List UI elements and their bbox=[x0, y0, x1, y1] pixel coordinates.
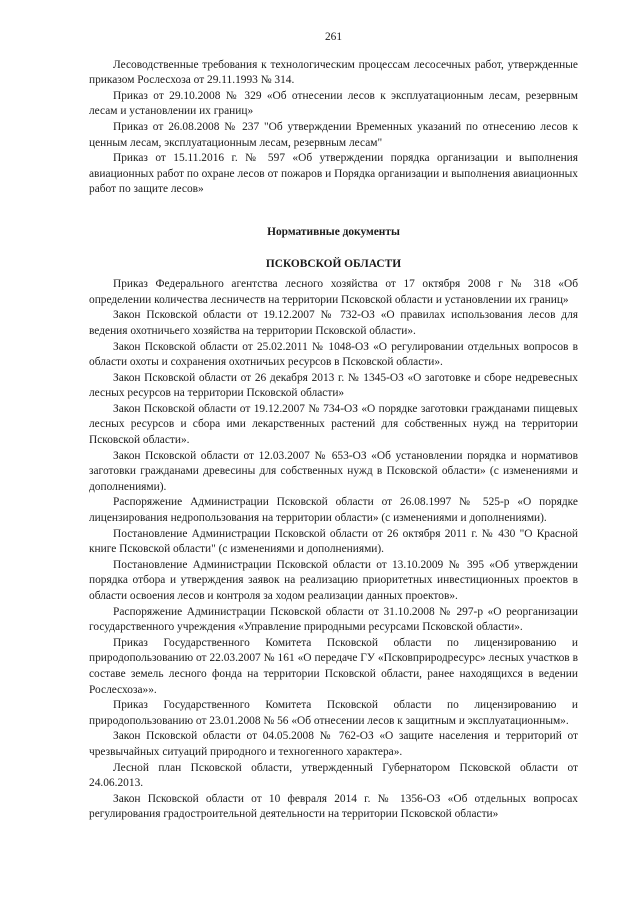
paragraph: Лесной план Псковской области, утвержденный Губернатором Псковской области от 24.06.2013. bbox=[89, 761, 578, 790]
paragraph: Приказ Государственного Комитета Псковской области по лицензированию и природопользованию от 22.03.2007 № 161 «О передаче ГУ «Псковприродресурс» лесных участков в составе земель лесного фонда на территории Псковской области, ранее находящихся в ведении Рослесхоза»». bbox=[89, 636, 578, 696]
paragraph: Закон Псковской области от 10 февраля 2014 г. № 1356-ОЗ «Об отдельных вопросах регулирования градостроительной деятельности на территории Псковской области» bbox=[89, 792, 578, 821]
paragraph: Закон Псковской области от 26 декабря 2013 г. № 1345-ОЗ «О заготовке и сборе недревесных лесных ресурсов на территории Псковской области» bbox=[89, 371, 578, 400]
paragraph: Приказ от 29.10.2008 № 329 «Об отнесении лесов к эксплуатационным лесам, резервным лесам и установлении их границ» bbox=[89, 89, 578, 118]
paragraph: Закон Псковской области от 12.03.2007 № 653-ОЗ «Об установлении порядка и нормативов заготовки гражданами древесины для собственных нужд в Псковской области» (с изменениями и дополнениями). bbox=[89, 449, 578, 493]
paragraph: Постановление Администрации Псковской области от 13.10.2009 № 395 «Об утверждении порядка отбора и утверждения заявок на реализацию приоритетных инвестиционных проектов в области освоения лесов и контроля за ходом реализации данных проектов». bbox=[89, 558, 578, 602]
top-section bbox=[89, 58, 578, 198]
section-subheading: ПСКОВСКОЙ ОБЛАСТИ bbox=[265, 257, 402, 270]
section-heading: Нормативные документы bbox=[267, 225, 400, 238]
paragraph: Распоряжение Администрации Псковской области от 26.08.1997 № 525-р «О порядке лицензирования недропользования на территории области» (с изменениями и дополнениями). bbox=[89, 496, 578, 525]
region-documents-list bbox=[89, 277, 578, 823]
paragraph: Закон Псковской области от 19.12.2007 № 732-ОЗ «О правилах использования лесов для ведения охотничьего хозяйства на территории Псковской области». bbox=[89, 309, 578, 337]
paragraph: Приказ от 15.11.2016 г. № 597 «Об утверждении порядка организации и выполнения авиационных работ по охране лесов от пожаров и Порядка организации и выполнения авиационных работ по защите лесов» bbox=[89, 152, 578, 196]
paragraph: Закон Псковской области от 25.02.2011 № 1048-ОЗ «О регулировании отдельных вопросов в области охоты и сохранения охотничьих ресурсов в Псковской области». bbox=[89, 340, 578, 369]
paragraph: Постановление Администрации Псковской области от 26 октября 2011 г. № 430 "О Красной книге Псковской области" (с изменениями и дополнениями). bbox=[89, 527, 578, 556]
paragraph: Распоряжение Администрации Псковской области от 31.10.2008 № 297-р «О реорганизации государственного учреждения «Управление природными ресурсами Псковской области». bbox=[89, 605, 578, 634]
page-number: 261 bbox=[324, 31, 343, 43]
paragraph: Приказ Федерального агентства лесного хозяйства от 17 октября 2008 г № 318 «Об определении количества лесничеств на территории Псковской области и установлении их границ» bbox=[89, 278, 578, 306]
paragraph: Приказ Государственного Комитета Псковской области по лицензированию и природопользованию от 23.01.2008 № 56 «Об отнесении лесов к защитным и эксплуатационным». bbox=[89, 699, 578, 727]
paragraph: Закон Псковской области от 04.05.2008 № 762-ОЗ «О защите населения и территорий от чрезвычайных ситуаций природного и техногенного характера». bbox=[89, 730, 578, 758]
paragraph: Лесоводственные требования к технологическим процессам лесосечных работ, утвержденные приказом Рослесхоза от 29.11.1993 № 314. bbox=[89, 58, 578, 87]
paragraph: Приказ от 26.08.2008 № 237 "Об утверждении Временных указаний по отнесению лесов к ценным лесам, эксплуатационным лесам, резервным лесам" bbox=[89, 120, 578, 149]
paragraph: Закон Псковской области от 19.12.2007 № 734-ОЗ «О порядке заготовки гражданами пищевых лесных ресурсов и сбора ими лекарственных растений для собственных нужд на территории Псковской области». bbox=[89, 402, 578, 447]
